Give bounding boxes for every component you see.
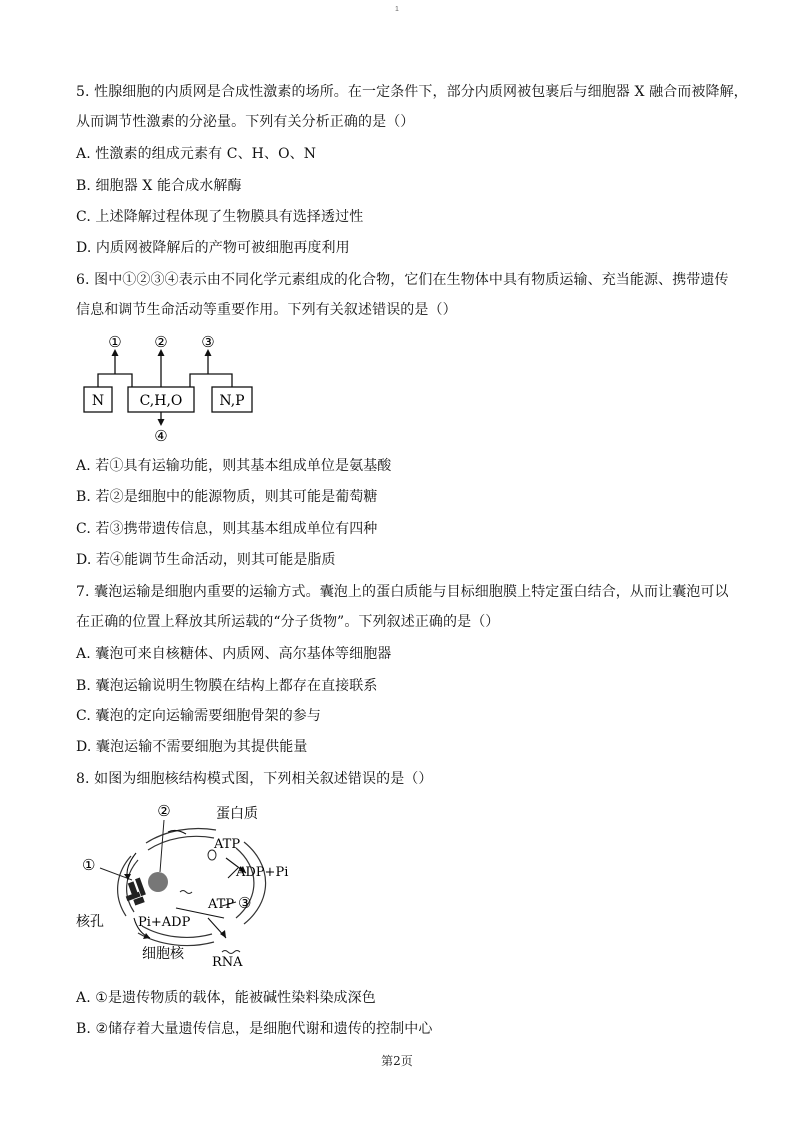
q6-box-cho: C,H,O [139,393,183,409]
q7-stem-line1: 7. 囊泡运输是细胞内重要的运输方式。囊泡上的蛋白质能与目标细胞膜上特定蛋白结合，从而让囊泡可以 [76,584,729,600]
q8-stem: 8. 如图为细胞核结构模式图，下列相关叙述错误的是（） [76,771,433,787]
q6-option-d: D. 若④能调节生命活动，则其可能是脂质 [76,552,336,568]
q6-option-b: B. 若②是细胞中的能源物质，则其可能是葡萄糖 [76,489,378,505]
q6-stem-line1: 6. 图中①②③④表示由不同化学元素组成的化合物，它们在生物体中具有物质运输、充当能源、携带遗传 [76,272,729,288]
q5-option-d: D. 内质网被降解后的产物可被细胞再度利用 [76,240,350,256]
q5-stem-line2: 从而调节性激素的分泌量。下列有关分析正确的是（） [76,114,415,130]
q8-nucleus-label: 细胞核 [142,946,184,962]
q8-nucleus-diagram [76,798,316,970]
q6-box-n: N [91,393,105,409]
q6-option-a: A. 若①具有运输功能，则其基本组成单位是氨基酸 [76,458,392,474]
q8-atp-top: ATP [214,837,241,852]
q8-protein-label: 蛋白质 [216,806,258,822]
q8-label-1: ① [82,856,96,874]
q7-option-b: B. 囊泡运输说明生物膜在结构上都存在直接联系 [76,678,378,694]
q6-label-1: ① [108,333,122,351]
q6-label-4: ④ [154,427,168,445]
q8-label-2: ② [157,802,171,820]
q5-option-c: C. 上述降解过程体现了生物膜具有选择透过性 [76,209,364,225]
nucleolus-shape [148,872,168,892]
page-footer: 第2页 [381,1054,413,1068]
page-marker: 1 [395,6,399,13]
q5-option-a: A. 性激素的组成元素有 C、H、O、N [76,146,317,162]
q6-option-c: C. 若③携带遗传信息，则其基本组成单位有四种 [76,521,378,537]
q7-stem-line2: 在正确的位置上释放其所运载的“分子货物”。下列叙述正确的是（） [76,614,500,630]
q6-box-np: N,P [219,393,245,409]
q8-adp-pi: ADP+Pi [236,865,289,880]
q7-option-c: C. 囊泡的定向运输需要细胞骨架的参与 [76,708,322,724]
q8-pi-adp: Pi+ADP [138,915,191,930]
q8-atp-mid: ATP [208,897,235,912]
q6-label-3: ③ [201,333,215,351]
q6-label-2: ② [154,333,168,351]
q6-element-diagram [80,330,270,445]
q8-rna-label: RNA [212,955,243,970]
q8-pore-label: 核孔 [76,914,104,930]
q6-stem-line2: 信息和调节生命活动等重要作用。下列有关叙述错误的是（） [76,302,457,318]
q7-option-d: D. 囊泡运输不需要细胞为其提供能量 [76,739,308,755]
q5-option-b: B. 细胞器 X 能合成水解酶 [76,178,242,194]
q5-stem-line1: 5. 性腺细胞的内质网是合成性激素的场所。在一定条件下，部分内质网被包裹后与细胞器 X 融合而被降解， [76,84,748,100]
q8-option-a: A. ①是遗传物质的载体，能被碱性染料染成深色 [76,990,376,1006]
q8-option-b: B. ②储存着大量遗传信息，是细胞代谢和遗传的控制中心 [76,1021,433,1037]
q8-label-3: ③ [238,894,252,912]
q7-option-a: A. 囊泡可来自核糖体、内质网、高尔基体等细胞器 [76,646,392,662]
